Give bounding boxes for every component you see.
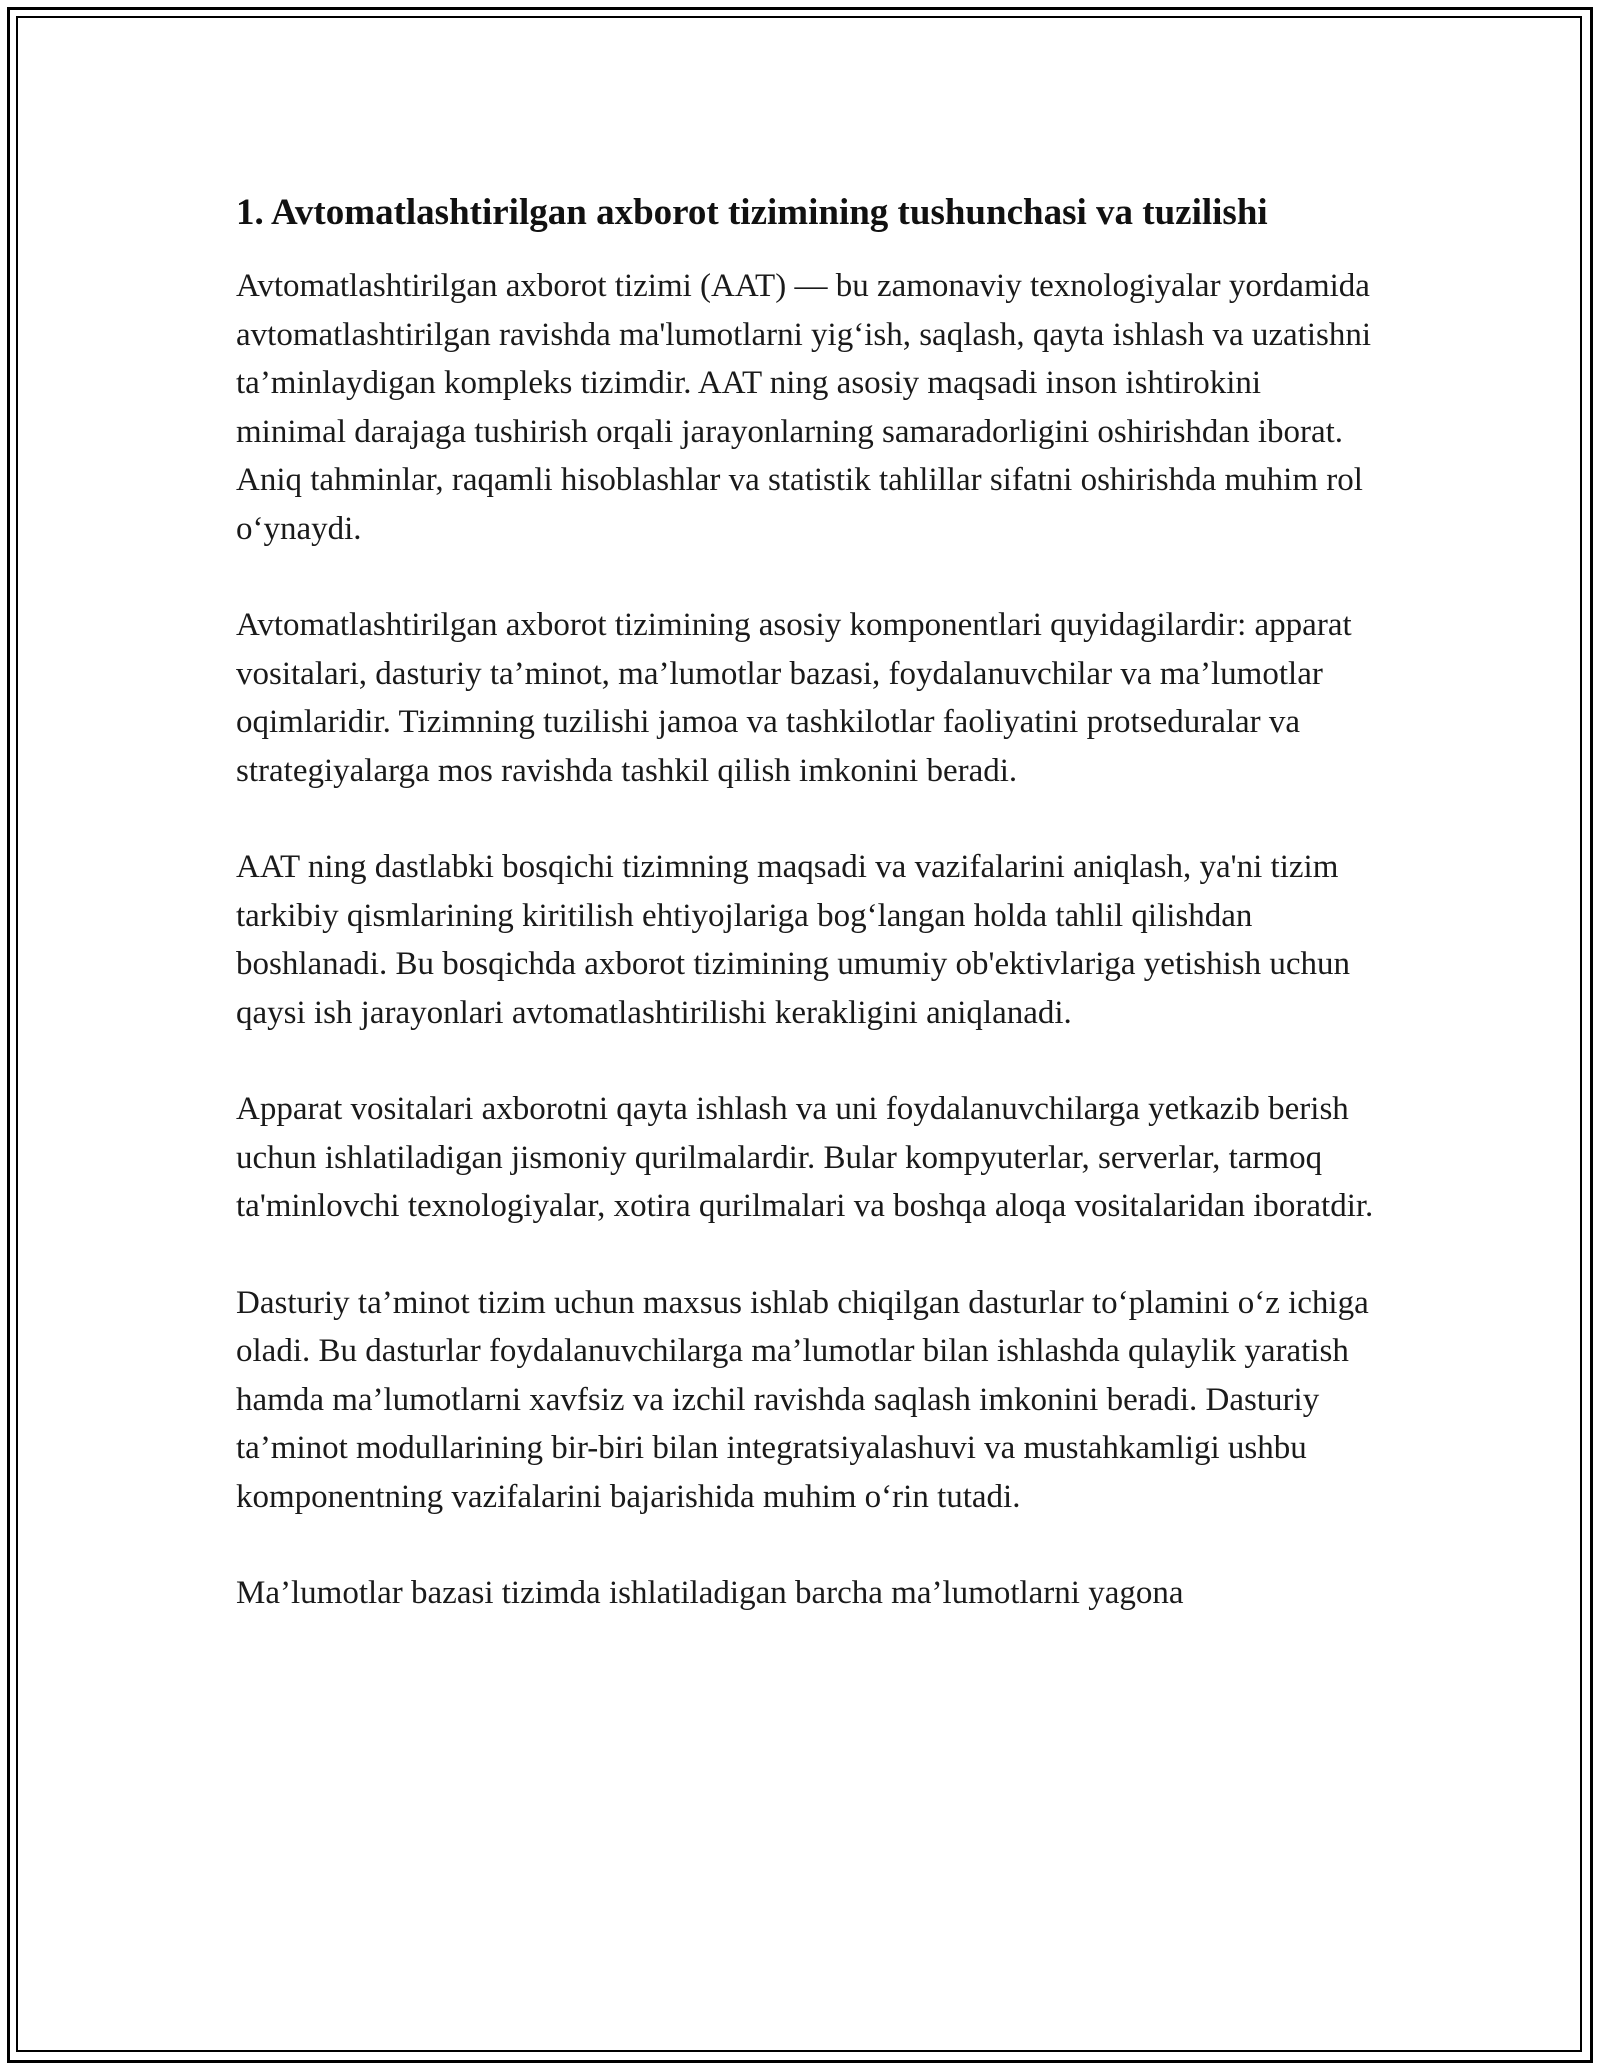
paragraph-software: Dasturiy ta’minot tizim uchun maxsus ishlab chiqilgan dasturlar to‘plamini o‘z ichiga oladi. Bu dasturlar foydalanuvchilarga ma’lumotlar bilan ishlashda qulaylik yaratish hamda ma’lumotlarni xavfsiz va izchil ravishda saqlash imkonini beradi. Dasturiy ta’minot modullarining bir-biri bilan integratsiyalashuvi va mustahkamligi ushbu komponentning vazifalarini bajarishida muhim o‘rin tutadi. [236,1284,1369,1515]
paragraph-hardware: Apparat vositalari axborotni qayta ishlash va uni foydalanuvchilarga yetkazib berish uchun ishlatiladigan jismoniy qurilmalardir. Bular kompyuterlar, serverlar, tarmoq ta'minlovchi texnologiyalar, xotira qurilmalari va boshqa aloqa vositalaridan iboratdir. [236,1091,1374,1224]
document-body [236,185,1376,1666]
paragraph-initial-stage: AAT ning dastlabki bosqichi tizimning maqsadi va vazifalarini aniqlash, ya'ni tizim tarkibiy qismlarining kiritilish ehtiyojlariga bog‘langan holda tahlil qilishdan boshlanadi. Bu bosqichda axborot tizimining umumiy ob'ektivlariga yetishish uchun qaysi ish jarayonlari avtomatlashtirilishi kerakligini aniqlanadi. [236,849,1351,1031]
paragraph-database: Ma’lumotlar bazasi tizimda ishlatiladigan barcha ma’lumotlarni yagona [236,1575,1184,1611]
section-heading: 1. Avtomatlashtirilgan axborot tizimining tushunchasi va tuzilishi [236,192,1268,233]
paragraph-definition: Avtomatlashtirilgan axborot tizimi (AAT) — bu zamonaviy texnologiyalar yordamida avtomatlashtirilgan ravishda ma'lumotlarni yig‘ish, saqlash, qayta ishlash va uzatishni ta’minlaydigan kompleks tizimdir. AAT ning asosiy maqsadi inson ishtirokini minimal darajaga tushirish orqali jarayonlarning samaradorligini oshirishdan iborat. Aniq tahminlar, raqamli hisoblashlar va statistik tahlillar sifatni oshirishda muhim rol o‘ynaydi. [236,268,1372,547]
paragraph-components: Avtomatlashtirilgan axborot tizimining asosiy komponentlari quyidagilardir: apparat vositalari, dasturiy ta’minot, ma’lumotlar bazasi, foydalanuvchilar va ma’lumotlar oqimlaridir. Tizimning tuzilishi jamoa va tashkilotlar faoliyatini protseduralar va strategiyalarga mos ravishda tashkil qilish imkonini beradi. [236,607,1352,789]
